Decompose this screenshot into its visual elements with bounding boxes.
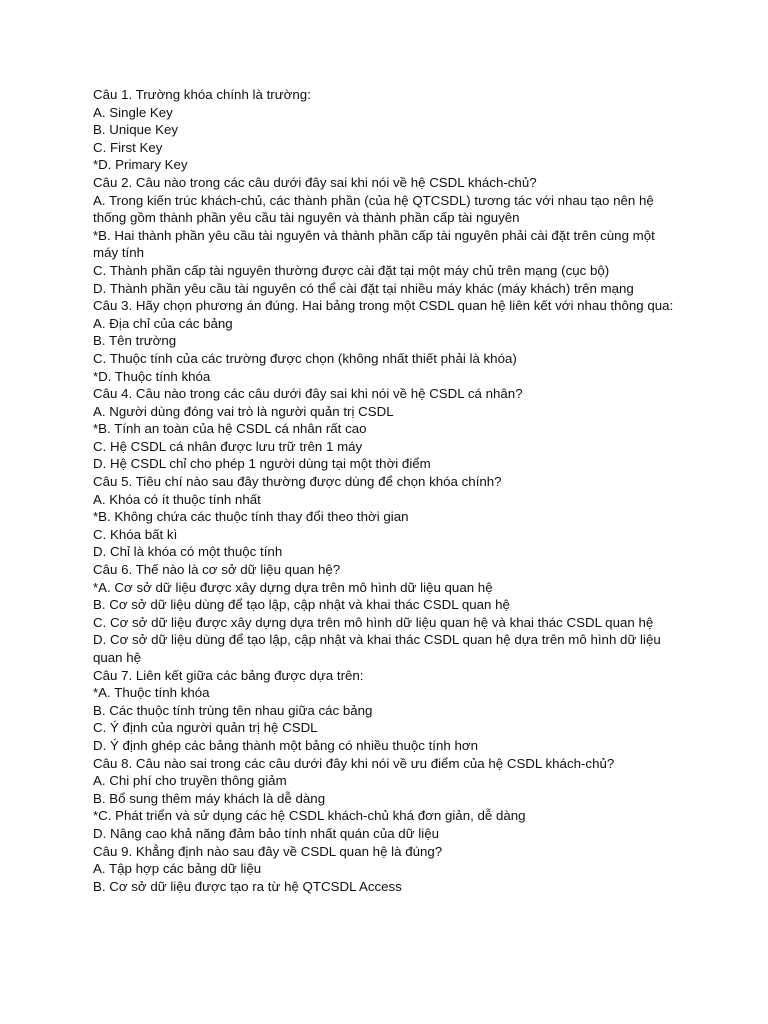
question-1: Câu 1. Trường khóa chính là trường: [93, 87, 311, 102]
answer-1d: *D. Primary Key [93, 157, 188, 173]
answer-2a: A. Trong kiến trúc khách-chủ, các thành phần (của hệ QTCSDL) tương tác với nhau tạo nên hệ thống gồm thành phần yêu cầu tài nguyên và thành phần cấp tài nguyên [93, 192, 654, 226]
answer-3c: C. Thuộc tính của các trường được chọn (không nhất thiết phải là khóa) [93, 350, 517, 366]
answer-7d: D. Ý định ghép các bảng thành một bảng có nhiều thuộc tính hơn [93, 737, 478, 753]
answer-8d: D. Nâng cao khả năng đảm bảo tính nhất quán của dữ liệu [93, 825, 439, 841]
question-6: Câu 6. Thế nào là cơ sở dữ liệu quan hệ? [93, 562, 341, 578]
answer-5a: A. Khóa có ít thuộc tính nhất [93, 491, 261, 507]
answer-6a: *A. Cơ sở dữ liệu được xây dựng dựa trên mô hình dữ liệu quan hệ [93, 579, 493, 595]
answer-8b: B. Bổ sung thêm máy khách là dễ dàng [93, 790, 326, 806]
answer-9b: B. Cơ sở dữ liệu được tạo ra từ hệ QTCSDL Access [93, 878, 402, 894]
answer-4a: A. Người dùng đóng vai trò là người quản trị CSDL [93, 403, 394, 419]
answer-4b: *B. Tính an toàn của hệ CSDL cá nhân rất cao [93, 421, 367, 437]
answer-1b: B. Unique Key [93, 122, 179, 138]
question-4: Câu 4. Câu nào trong các câu dưới đây sai khi nói về hệ CSDL cá nhân? [93, 386, 523, 402]
answer-5b: *B. Không chứa các thuộc tính thay đổi theo thời gian [93, 509, 409, 525]
answer-9a: A. Tập hợp các bảng dữ liệu [93, 861, 262, 877]
answer-4d: D. Hệ CSDL chỉ cho phép 1 người dùng tại một thời điểm [93, 456, 431, 472]
answer-2b: *B. Hai thành phần yêu cầu tài nguyên và thành phần cấp tài nguyên phải cài đặt trên cùng một máy tính [93, 227, 655, 261]
question-2: Câu 2. Câu nào trong các câu dưới đây sai khi nói về hệ CSDL khách-chủ? [93, 174, 537, 190]
answer-8a: A. Chi phí cho truyền thông giảm [93, 773, 287, 789]
answer-2c: C. Thành phần cấp tài nguyên thường được cài đặt tại một máy chủ trên mạng (cục bộ) [93, 262, 610, 278]
answer-7b: B. Các thuộc tính trùng tên nhau giữa các bảng [93, 702, 373, 718]
answer-6d: D. Cơ sở dữ liệu dùng để tạo lập, cập nhật và khai thác CSDL quan hệ dựa trên mô hình dữ liệu quan hệ [93, 632, 661, 665]
answer-3d: *D. Thuộc tính khóa [93, 368, 211, 384]
question-9: Câu 9. Khẳng định nào sau đây về CSDL quan hệ là đúng? [93, 843, 443, 859]
answer-4c: C. Hệ CSDL cá nhân được lưu trữ trên 1 máy [93, 438, 363, 454]
document-page [93, 86, 683, 895]
answer-5d: D. Chỉ là khóa có một thuộc tính [93, 544, 283, 560]
answer-2d: D. Thành phần yêu cầu tài nguyên có thể cài đặt tại nhiều máy khác (máy khách) trên mạng [93, 280, 634, 296]
answer-6c: C. Cơ sở dữ liệu được xây dựng dựa trên mô hình dữ liệu quan hệ và khai thác CSDL quan hệ [93, 614, 654, 630]
question-5: Câu 5. Tiêu chí nào sau đây thường được dùng để chọn khóa chính? [93, 474, 502, 490]
answer-5c: C. Khóa bất kì [93, 526, 178, 542]
question-7: Câu 7. Liên kết giữa các bảng được dựa trên: [93, 667, 364, 683]
answer-3a: A. Địa chỉ của các bảng [93, 315, 233, 331]
answer-1c: C. First Key [93, 139, 163, 155]
question-3: Câu 3. Hãy chọn phương án đúng. Hai bảng trong một CSDL quan hệ liên kết với nhau thông qua: [93, 298, 674, 314]
answer-8c: *C. Phát triển và sử dụng các hệ CSDL khách-chủ khá đơn giản, dễ dàng [93, 808, 526, 824]
answer-7c: C. Ý định của người quản trị hệ CSDL [93, 720, 318, 736]
question-8: Câu 8. Câu nào sai trong các câu dưới đây khi nói về ưu điểm của hệ CSDL khách-chủ? [93, 755, 615, 771]
answer-6b: B. Cơ sở dữ liệu dùng để tạo lập, cập nhật và khai thác CSDL quan hệ [93, 597, 510, 613]
answer-7a: *A. Thuộc tính khóa [93, 685, 210, 701]
answer-3b: B. Tên trường [93, 333, 177, 349]
answer-1a: A. Single Key [93, 104, 173, 120]
